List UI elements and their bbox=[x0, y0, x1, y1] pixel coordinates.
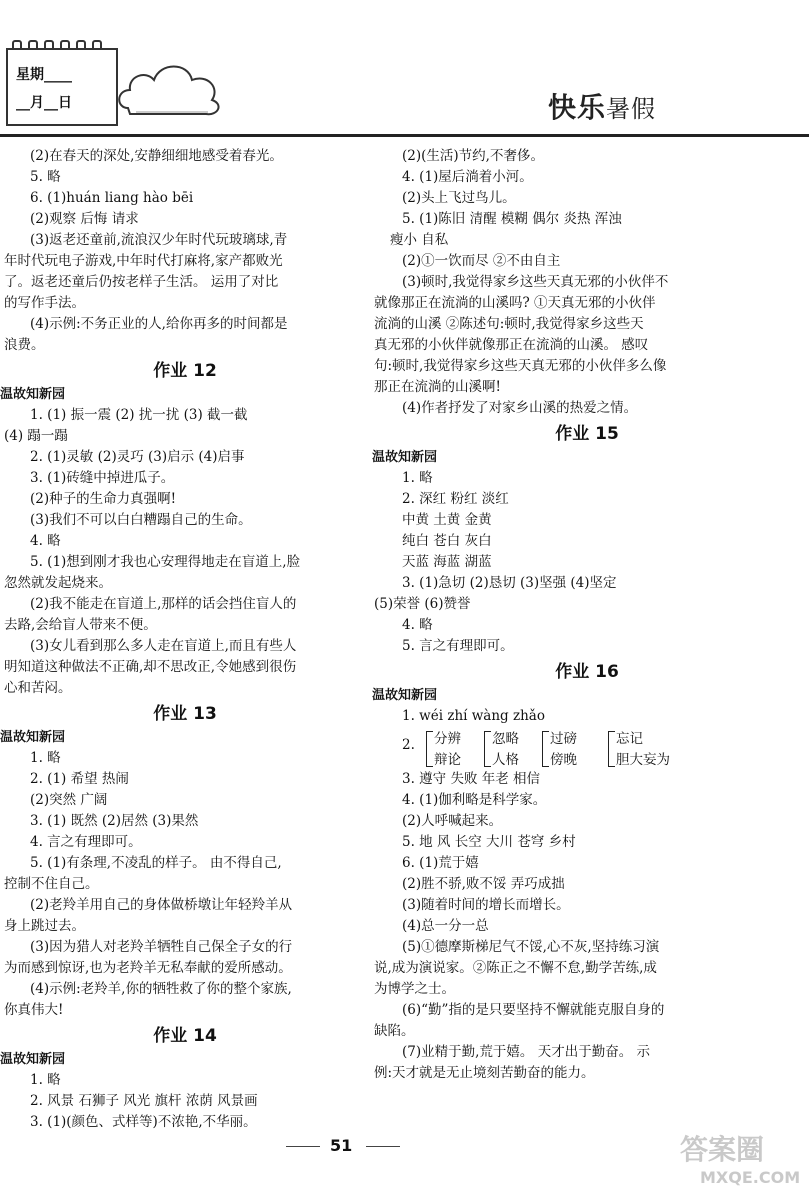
text-line: 3. (1) 既然 (2)居然 (3)果然 bbox=[30, 813, 199, 829]
text-line: 流淌的山溪 ②陈述句:顿时,我觉得家乡这些天 bbox=[374, 316, 644, 332]
section-title-13: 作业 13 bbox=[153, 704, 217, 724]
text-line: 年时代玩电子游戏,中年时代打麻将,家产都败光 bbox=[4, 253, 283, 269]
text-line: 3. 遵守 失败 年老 相信 bbox=[402, 771, 541, 787]
text-line: 5. (1)陈旧 清醒 模糊 偶尔 炎热 浑浊 bbox=[402, 211, 622, 227]
section-title-14: 作业 14 bbox=[153, 1026, 217, 1046]
text-line: 1. 略 bbox=[30, 1072, 61, 1088]
date-line: __月__日 bbox=[16, 95, 72, 111]
text-line: 5. 言之有理即可。 bbox=[402, 638, 514, 654]
text-line: 1. 略 bbox=[402, 470, 433, 486]
text-line: 忽然就发起烧来。 bbox=[4, 575, 112, 591]
word: 忘记 bbox=[616, 731, 643, 747]
text-line: 1. 略 bbox=[30, 750, 61, 766]
word: 傍晚 bbox=[550, 752, 577, 768]
text-line: (7)业精于勤,荒于嬉。 天才出于勤奋。 示 bbox=[402, 1044, 650, 1060]
text-line: (2)种子的生命力真强啊! bbox=[30, 491, 177, 507]
text-line: (4)作者抒发了对家乡山溪的热爱之情。 bbox=[402, 400, 638, 416]
cloud-icon bbox=[116, 56, 226, 120]
watermark-url: MXQE.COM bbox=[700, 1168, 801, 1187]
text-line: (5)荣誉 (6)赞誉 bbox=[374, 596, 471, 612]
text-line: 3. (1)砖缝中掉进瓜子。 bbox=[30, 470, 175, 486]
subsection-label: 温故知新园 bbox=[0, 730, 66, 745]
text-line: 1. (1) 振一震 (2) 扰一扰 (3) 截一截 bbox=[30, 407, 248, 423]
text-line: 的写作手法。 bbox=[4, 295, 85, 311]
subsection-label: 温故知新园 bbox=[0, 1052, 66, 1067]
text-line: (5)①德摩斯梯尼气不馁,心不灰,坚持练习演 bbox=[402, 939, 660, 955]
question-number: 2. bbox=[402, 737, 415, 753]
text-line: 例:天才就是无止境刻苦勤奋的能力。 bbox=[374, 1065, 595, 1081]
text-line: (2)人呼喊起来。 bbox=[402, 813, 503, 829]
word: 辩论 bbox=[434, 752, 461, 768]
text-line: 去路,会给盲人带来不便。 bbox=[4, 617, 157, 633]
text-line: 2. 深红 粉红 淡红 bbox=[402, 491, 509, 507]
text-line: 为而感到惊讶,也为老羚羊无私奉献的爱所感动。 bbox=[4, 960, 292, 976]
bracket bbox=[484, 731, 491, 767]
text-line: 句:顿时,我觉得家乡这些天真无邪的小伙伴多么像 bbox=[374, 358, 667, 374]
text-line: 真无邪的小伙伴就像那正在流淌的山溪。 感叹 bbox=[374, 337, 649, 353]
text-line: (3)我们不可以白白糟蹋自己的生命。 bbox=[30, 512, 252, 528]
right-column bbox=[372, 146, 802, 1084]
bracket bbox=[426, 731, 433, 767]
text-line: (2)(生活)节约,不奢侈。 bbox=[402, 148, 544, 164]
text-line: (2)突然 广阔 bbox=[30, 792, 108, 808]
subsection-label: 温故知新园 bbox=[372, 450, 438, 465]
text-line: (2)观察 后悔 请求 bbox=[30, 211, 139, 227]
text-line: 你真伟大! bbox=[4, 1002, 64, 1018]
word: 人格 bbox=[492, 752, 519, 768]
text-line: 就像那正在流淌的山溪吗? ①天真无邪的小伙伴 bbox=[374, 295, 656, 311]
bracket bbox=[608, 731, 615, 767]
text-line: (2)老羚羊用自己的身体做桥墩让年轻羚羊从 bbox=[30, 897, 293, 913]
text-line: 1. wéi zhí wàng zhǎo bbox=[402, 708, 545, 724]
text-line: 身上跳过去。 bbox=[4, 918, 85, 934]
text-line: 天蓝 海蓝 湖蓝 bbox=[402, 554, 492, 570]
text-line: 控制不住自己。 bbox=[4, 876, 99, 892]
text-line: (4) 蹋一蹋 bbox=[4, 428, 68, 444]
date-notepad bbox=[6, 48, 118, 126]
text-line: 为博学之士。 bbox=[374, 981, 455, 997]
text-line: (4)示例:老羚羊,你的牺牲救了你的整个家族, bbox=[30, 981, 292, 997]
text-line: (4)示例:不务正业的人,给你再多的时间都是 bbox=[30, 316, 288, 332]
text-line: 缺陷。 bbox=[374, 1023, 415, 1039]
text-line: 4. (1)屋后淌着小河。 bbox=[402, 169, 533, 185]
text-line: 那正在流淌的山溪啊! bbox=[374, 379, 501, 395]
text-line: 6. (1)huán liang hào bēi bbox=[30, 190, 194, 206]
text-line: 3. (1)急切 (2)恳切 (3)坚强 (4)坚定 bbox=[402, 575, 617, 591]
section-title-12: 作业 12 bbox=[153, 361, 217, 381]
text-line: (3)返老还童前,流浪汉少年时代玩玻璃球,青 bbox=[30, 232, 288, 248]
text-line: (6)“勤”指的是只要坚持不懈就能克服自身的 bbox=[402, 1002, 665, 1018]
text-line: 5. (1)有条理,不凌乱的样子。 由不得自己, bbox=[30, 855, 282, 871]
text-line: (2)胜不骄,败不馁 弄巧成拙 bbox=[402, 876, 565, 892]
footer-dash-left bbox=[286, 1146, 320, 1147]
text-line: 3. (1)(颜色、式样等)不浓艳,不华丽。 bbox=[30, 1114, 257, 1130]
text-line: 2. (1) 希望 热闹 bbox=[30, 771, 129, 787]
text-line: 中黄 土黄 金黄 bbox=[402, 512, 492, 528]
text-line: 6. (1)荒于嬉 bbox=[402, 855, 479, 871]
page-header bbox=[0, 0, 809, 140]
text-line: (3)因为猎人对老羚羊牺牲自己保全子女的行 bbox=[30, 939, 293, 955]
text-line: 明知道这种做法不正确,却不思改正,令她感到很伤 bbox=[4, 659, 297, 675]
bracket bbox=[542, 731, 549, 767]
text-line: (2)①一饮而尽 ②不由自主 bbox=[402, 253, 561, 269]
text-line: 5. (1)想到刚才我也心安理得地走在盲道上,脸 bbox=[30, 554, 301, 570]
text-line: 4. 略 bbox=[30, 533, 61, 549]
text-line: 说,成为演说家。②陈正之不懈不怠,勤学苦练,成 bbox=[374, 960, 657, 976]
text-line: (3)女儿看到那么多人走在盲道上,而且有些人 bbox=[30, 638, 297, 654]
text-line: 5. 地 风 长空 大川 苍穹 乡村 bbox=[402, 834, 576, 850]
section-title-16: 作业 16 bbox=[555, 662, 619, 682]
subsection-label: 温故知新园 bbox=[372, 688, 438, 703]
footer-dash-right bbox=[366, 1146, 400, 1147]
text-line: 浪费。 bbox=[4, 337, 45, 353]
word: 胆大妄为 bbox=[616, 752, 670, 768]
text-line: (3)顿时,我觉得家乡这些天真无邪的小伙伴不 bbox=[402, 274, 669, 290]
page-number: 51 bbox=[330, 1136, 353, 1155]
text-line: (2)在春天的深处,安静细细地感受着春光。 bbox=[30, 148, 283, 164]
text-line: (2)我不能走在盲道上,那样的话会挡住盲人的 bbox=[30, 596, 297, 612]
section-title-15: 作业 15 bbox=[555, 424, 619, 444]
word: 过磅 bbox=[550, 731, 577, 747]
word-groups bbox=[372, 727, 802, 769]
text-line: 心和苦闷。 bbox=[4, 680, 72, 696]
word: 分辨 bbox=[434, 731, 461, 747]
text-line: 2. (1)灵敏 (2)灵巧 (3)启示 (4)启事 bbox=[30, 449, 245, 465]
header-rule bbox=[0, 134, 809, 137]
left-column bbox=[0, 146, 370, 1133]
text-line: 4. 略 bbox=[402, 617, 433, 633]
text-line: (3)随着时间的增长而增长。 bbox=[402, 897, 570, 913]
text-line: 4. (1)伽利略是科学家。 bbox=[402, 792, 547, 808]
text-line: (4)总一分一总 bbox=[402, 918, 489, 934]
weekday-line: 星期____ bbox=[16, 67, 72, 83]
text-line: 了。返老还童后仍按老样子生活。 运用了对比 bbox=[4, 274, 279, 290]
brand-logo: 快乐暑假 bbox=[548, 91, 657, 124]
watermark-logo: 答案圈 bbox=[680, 1133, 765, 1166]
subsection-label: 温故知新园 bbox=[0, 387, 66, 402]
text-line: 5. 略 bbox=[30, 169, 61, 185]
text-line: 2. 风景 石狮子 风光 旗杆 浓荫 风景画 bbox=[30, 1093, 258, 1109]
text-line: 纯白 苍白 灰白 bbox=[402, 533, 492, 549]
text-line: 瘦小 自私 bbox=[390, 232, 449, 248]
text-line: 4. 言之有理即可。 bbox=[30, 834, 142, 850]
text-line: (2)头上飞过鸟儿。 bbox=[402, 190, 516, 206]
word: 忽略 bbox=[492, 731, 519, 747]
